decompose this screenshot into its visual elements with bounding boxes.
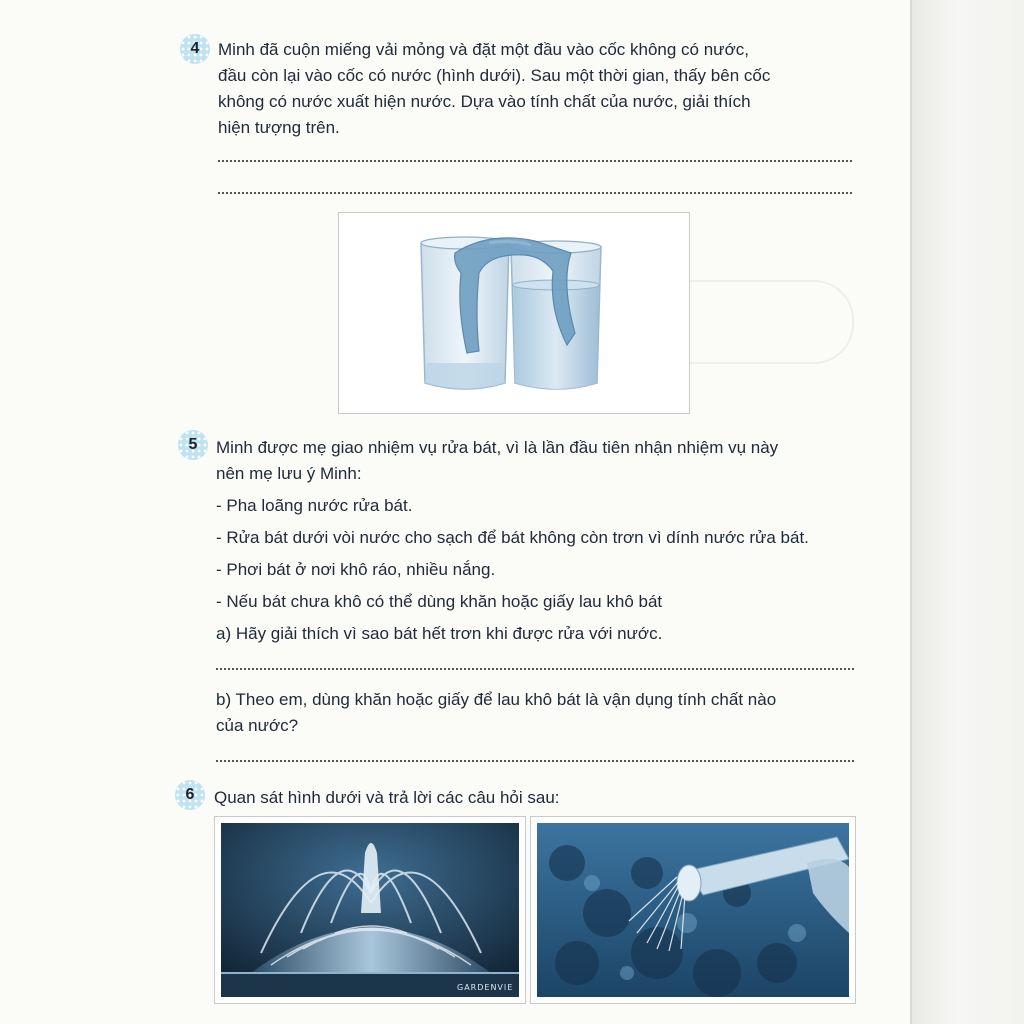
q4-answer-line-1[interactable] [218, 160, 852, 162]
two-glasses-cloth-illustration [339, 213, 689, 413]
two-glasses-image-frame [338, 212, 690, 414]
q4-answer-line-2[interactable] [218, 192, 852, 194]
q5-part-b-line-2: của nước? [216, 716, 299, 735]
q5-part-b-line-1: b) Theo em, dùng khăn hoặc giấy để lau khô bát là vận dụng tính chất nào [216, 690, 777, 709]
q5-bullet-4: - Nếu bát chưa khô có thể dùng khăn hoặc giấy lau khô bát [216, 592, 663, 611]
q4-text-line-3: không có nước xuất hiện nước. Dựa vào tính chất của nước, giải thích [218, 92, 751, 111]
q5b-answer-line[interactable] [216, 760, 854, 762]
question-4-badge: 4 [180, 34, 210, 64]
q5-bullet-2: - Rửa bát dưới vòi nước cho sạch để bát không còn trơn vì dính nước rửa bát. [216, 528, 809, 547]
q5-text-line-2: nên mẹ lưu ý Minh: [216, 464, 362, 483]
q5-text-line-1: Minh được mẹ giao nhiệm vụ rửa bát, vì là lần đầu tiên nhận nhiệm vụ này [216, 438, 779, 457]
q4-text-line-2: đầu còn lại vào cốc có nước (hình dưới). Sau một thời gian, thấy bên cốc [218, 66, 771, 85]
photo-credit: GARDENVIE [457, 983, 514, 992]
watering-can-photo [537, 823, 849, 997]
q6-text: Quan sát hình dưới và trả lời các câu hỏi sau: [214, 788, 560, 807]
q5-bullet-1: - Pha loãng nước rửa bát. [216, 496, 413, 515]
question-6-badge: 6 [175, 780, 205, 810]
page-edge-line [910, 0, 912, 1024]
q5-bullet-3: - Phơi bát ở nơi khô ráo, nhiều nắng. [216, 560, 496, 579]
fountain-photo [221, 823, 519, 997]
q4-text-line-1: Minh đã cuộn miếng vải mỏng và đặt một đầu vào cốc không có nước, [218, 40, 749, 59]
watering-photo-frame [530, 816, 856, 1004]
question-5-badge: 5 [178, 430, 208, 460]
page-edge-shadow [910, 0, 1024, 1024]
q5-part-a: a) Hãy giải thích vì sao bát hết trơn khi được rửa với nước. [216, 624, 663, 643]
fountain-photo-frame [214, 816, 526, 1004]
q5a-answer-line[interactable] [216, 668, 854, 670]
q4-text-line-4: hiện tượng trên. [218, 118, 340, 137]
